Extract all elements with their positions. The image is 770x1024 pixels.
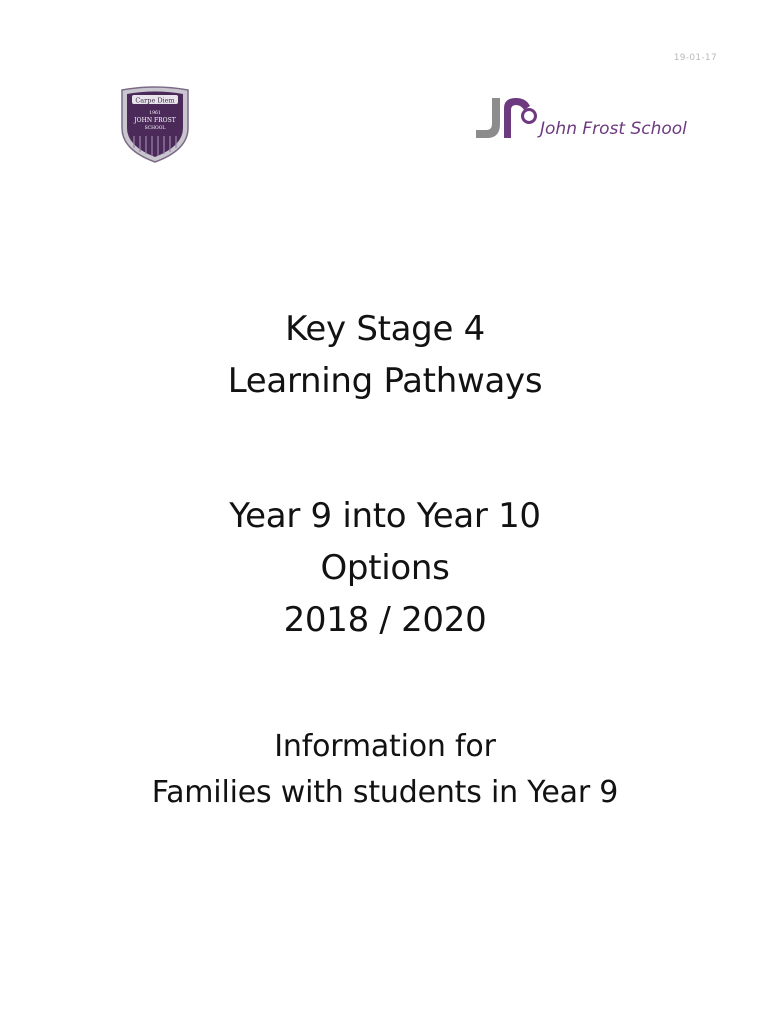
jf-monogram-icon [474, 94, 699, 144]
school-crest-logo [118, 84, 192, 164]
page-date: 19-01-17 [673, 53, 717, 63]
subtitle-line-2: Options [320, 548, 450, 588]
crest-school: SCHOOL [144, 126, 166, 131]
subtitle-line-1: Year 9 into Year 10 [229, 496, 541, 536]
info-line-2: Families with students in Year 9 [151, 775, 619, 810]
crest-name: JOHN FROST [134, 117, 176, 124]
options-block [0, 490, 770, 646]
info-line-1: Information for [274, 729, 496, 764]
title-line-1: Key Stage 4 [285, 309, 485, 349]
title-line-2: Learning Pathways [227, 361, 543, 401]
crest-shield-icon [118, 84, 192, 164]
information-block [0, 724, 770, 816]
title-block [0, 303, 770, 407]
school-wordmark-logo [474, 94, 699, 144]
crest-year: 1961 [149, 111, 161, 116]
crest-motto: Carpe Diem [135, 96, 175, 105]
logo-wordmark-text: John Frost School [540, 119, 687, 139]
subtitle-line-3: 2018 / 2020 [283, 600, 487, 640]
